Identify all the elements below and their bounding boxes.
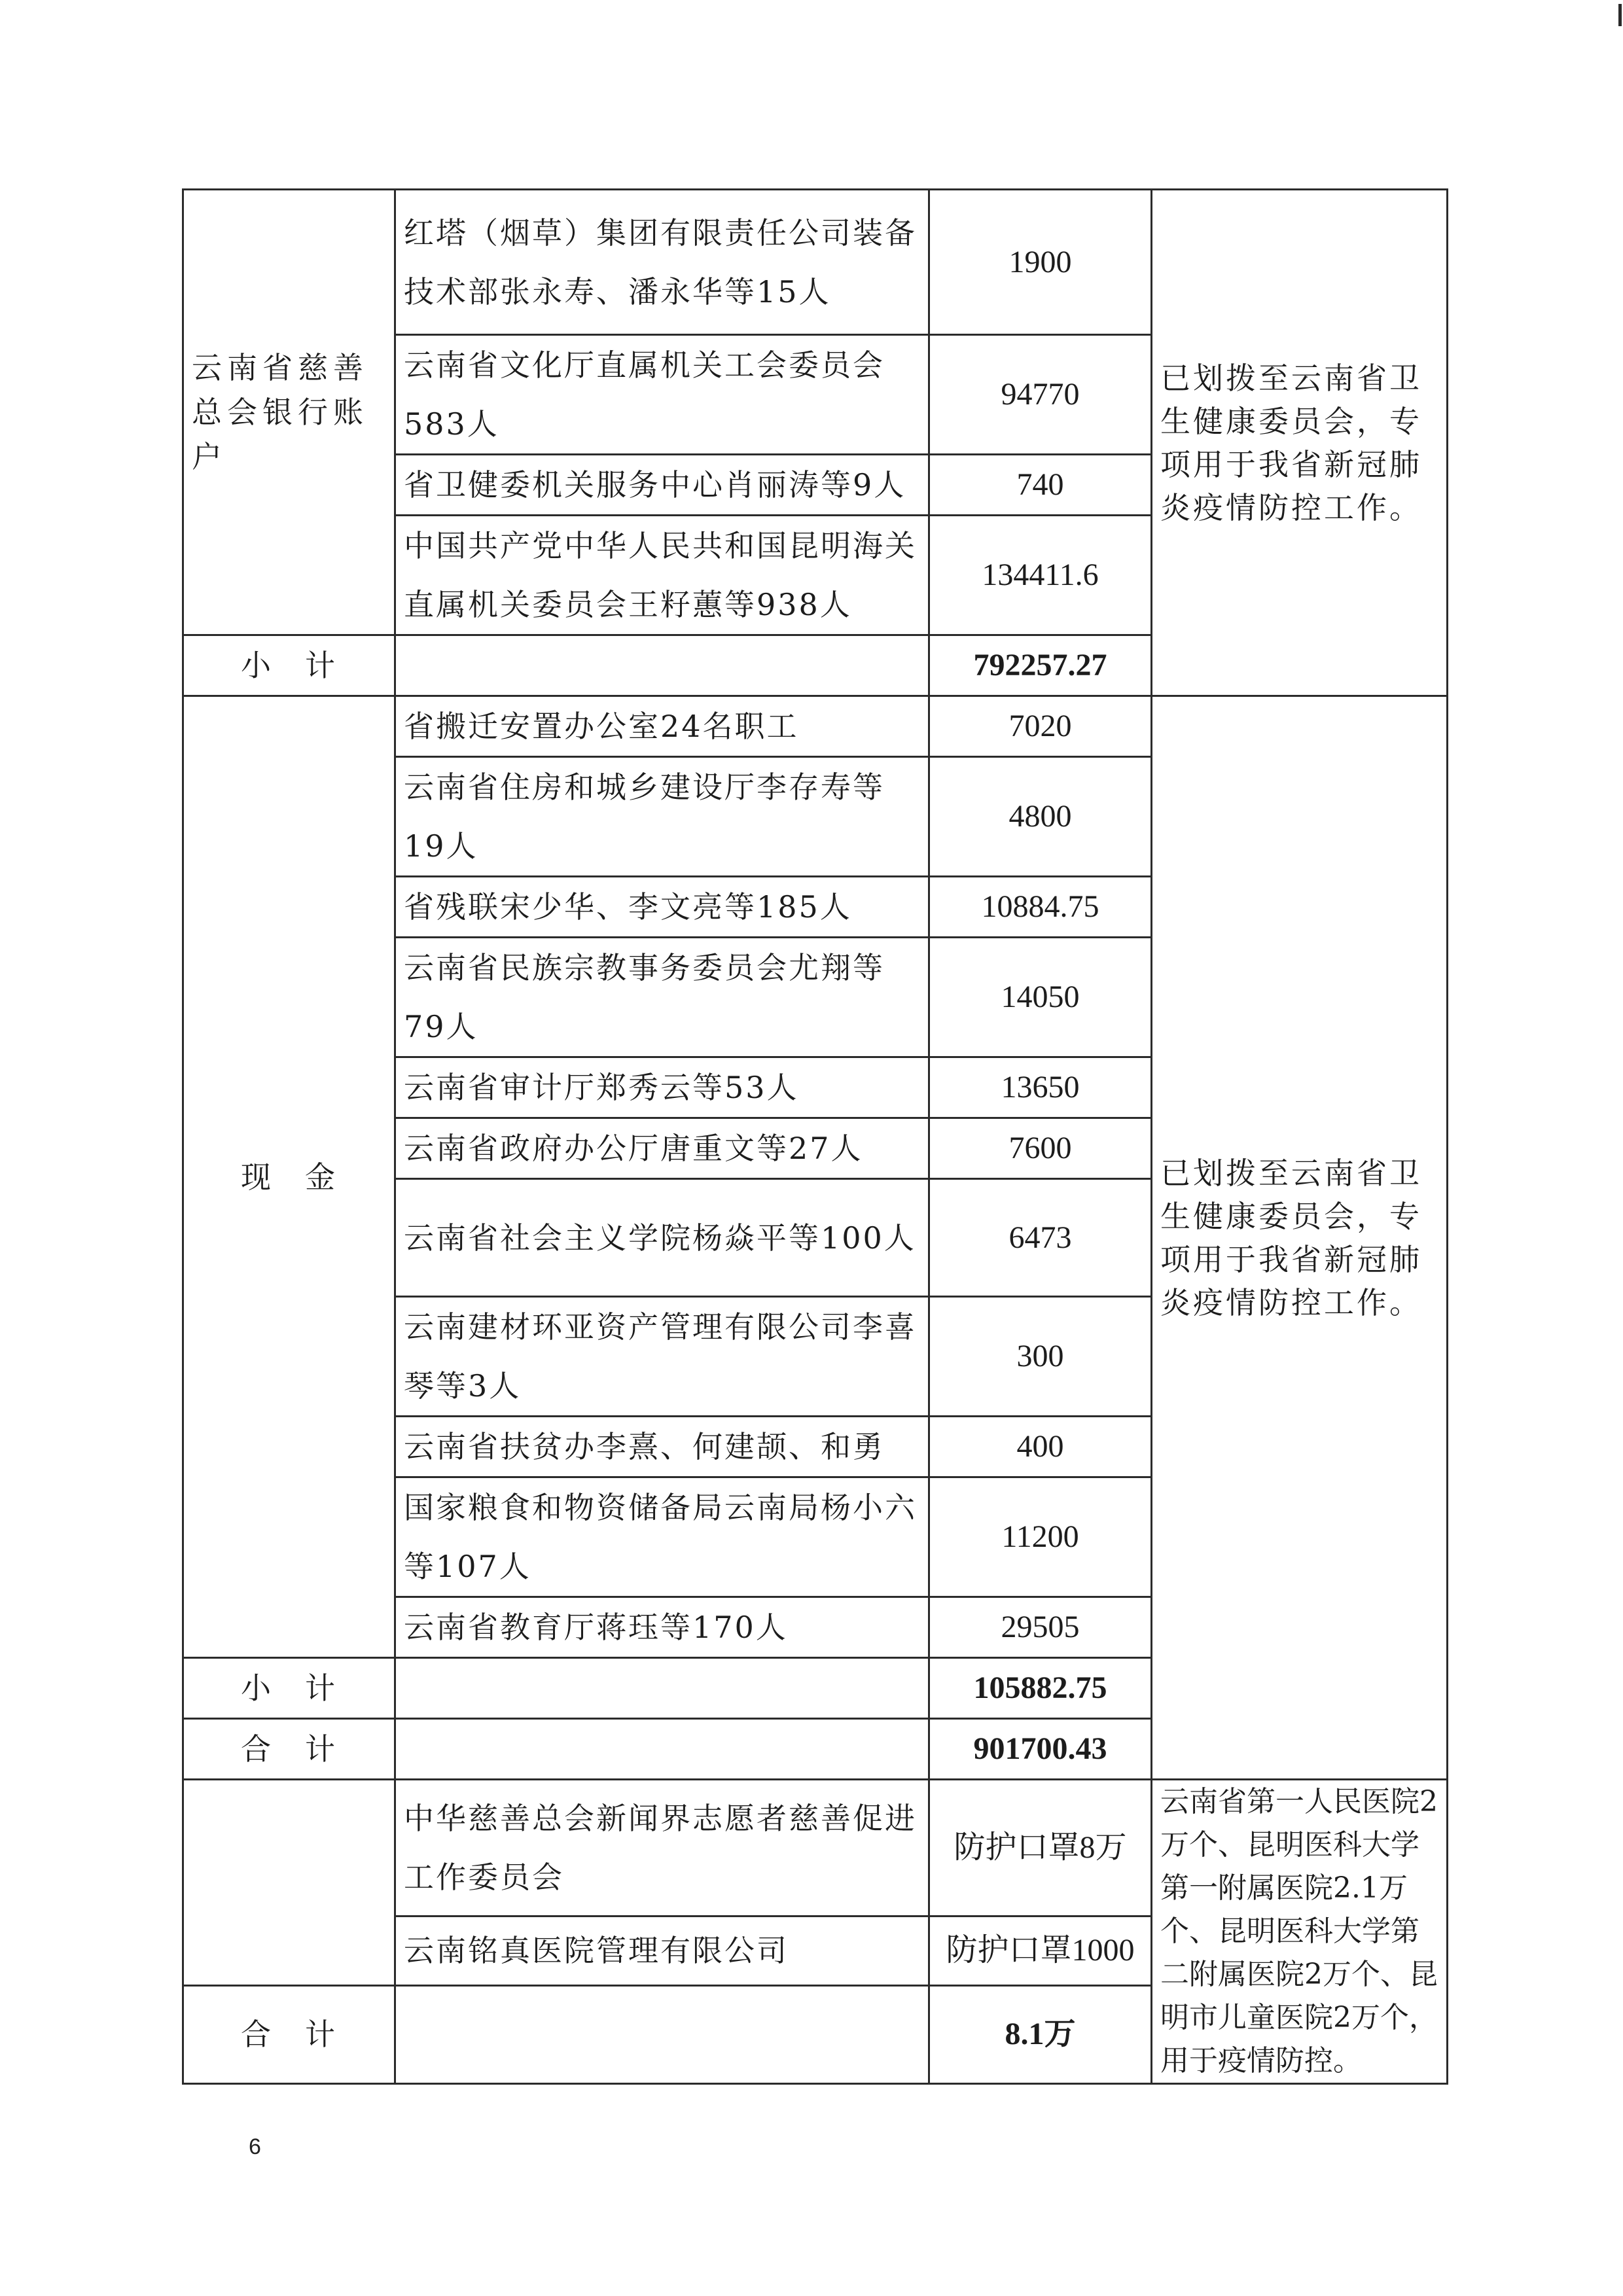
donation-amount: 6473 — [929, 1179, 1152, 1297]
donation-amount: 1900 — [929, 190, 1152, 335]
donor-name: 省搬迁安置办公室24名职工 — [395, 696, 929, 757]
donation-amount: 10884.75 — [929, 877, 1152, 938]
donation-table — [182, 188, 1448, 2085]
donation-amount: 300 — [929, 1297, 1152, 1417]
table-row — [183, 1780, 1448, 1916]
grand-total: 901700.43 — [929, 1719, 1152, 1780]
table-row — [183, 190, 1448, 335]
cash-subtotal: 105882.75 — [929, 1658, 1152, 1719]
donation-amount: 14050 — [929, 938, 1152, 1057]
donor-name: 省残联宋少华、李文亮等185人 — [395, 877, 929, 938]
page-number: 6 — [249, 2134, 261, 2159]
donation-amount: 7020 — [929, 696, 1152, 757]
mask-total: 8.1万 — [929, 1985, 1152, 2083]
donor-name: 中国共产党中华人民共和国昆明海关直属机关委员会王籽蕙等938人 — [395, 516, 929, 635]
scan-edge-mark — [1618, 4, 1622, 26]
group-label-bank: 云南省慈善总会银行账户 — [183, 190, 395, 635]
bank-subtotal: 792257.27 — [929, 635, 1152, 696]
group-label-cash: 现 金 — [183, 696, 395, 1658]
donor-name: 云南省扶贫办李熹、何建颉、和勇 — [395, 1417, 929, 1477]
donor-name: 省卫健委机关服务中心肖丽涛等9人 — [395, 455, 929, 516]
table-row — [183, 696, 1448, 757]
empty-cell — [183, 1780, 395, 1986]
empty-cell — [395, 1658, 929, 1719]
donor-name: 云南省审计厅郑秀云等53人 — [395, 1057, 929, 1118]
donor-name: 云南省住房和城乡建设厅李存寿等19人 — [395, 757, 929, 877]
donation-amount: 防护口罩8万 — [929, 1780, 1152, 1916]
subtotal-label: 小 计 — [183, 1658, 395, 1719]
donation-amount: 94770 — [929, 335, 1152, 455]
donor-name: 云南省文化厅直属机关工会委员会583人 — [395, 335, 929, 455]
allocation-note-bank: 已划拨至云南省卫生健康委员会，专项用于我省新冠肺炎疫情防控工作。 — [1152, 190, 1448, 696]
total-label: 合 计 — [183, 1985, 395, 2083]
donation-amount: 134411.6 — [929, 516, 1152, 635]
empty-cell — [395, 1985, 929, 2083]
donor-name: 云南省民族宗教事务委员会尤翔等79人 — [395, 938, 929, 1057]
donation-amount: 7600 — [929, 1118, 1152, 1179]
donation-amount: 4800 — [929, 757, 1152, 877]
donor-name: 中华慈善总会新闻界志愿者慈善促进工作委员会 — [395, 1780, 929, 1916]
donation-amount: 740 — [929, 455, 1152, 516]
donor-name: 云南省社会主义学院杨焱平等100人 — [395, 1179, 929, 1297]
donor-name: 云南省教育厅蒋珏等170人 — [395, 1597, 929, 1658]
donor-name: 云南省政府办公厅唐重文等27人 — [395, 1118, 929, 1179]
donor-name: 国家粮食和物资储备局云南局杨小六等107人 — [395, 1477, 929, 1597]
allocation-note-cash: 已划拨至云南省卫生健康委员会，专项用于我省新冠肺炎疫情防控工作。 — [1152, 696, 1448, 1780]
allocation-note-masks: 云南省第一人民医院2万个、昆明医科大学第一附属医院2.1万个、昆明医科大学第二附属医院2万个、昆明市儿童医院2万个，用于疫情防控。 — [1152, 1780, 1448, 2084]
donation-amount: 13650 — [929, 1057, 1152, 1118]
donor-name: 红塔（烟草）集团有限责任公司装备技术部张永寿、潘永华等15人 — [395, 190, 929, 335]
donation-amount: 29505 — [929, 1597, 1152, 1658]
donor-name: 云南建材环亚资产管理有限公司李喜琴等3人 — [395, 1297, 929, 1417]
donor-name: 云南铭真医院管理有限公司 — [395, 1916, 929, 1985]
donation-amount: 防护口罩1000 — [929, 1916, 1152, 1985]
empty-cell — [395, 635, 929, 696]
total-label: 合 计 — [183, 1719, 395, 1780]
subtotal-label: 小 计 — [183, 635, 395, 696]
donation-amount: 400 — [929, 1417, 1152, 1477]
donation-amount: 11200 — [929, 1477, 1152, 1597]
empty-cell — [395, 1719, 929, 1780]
